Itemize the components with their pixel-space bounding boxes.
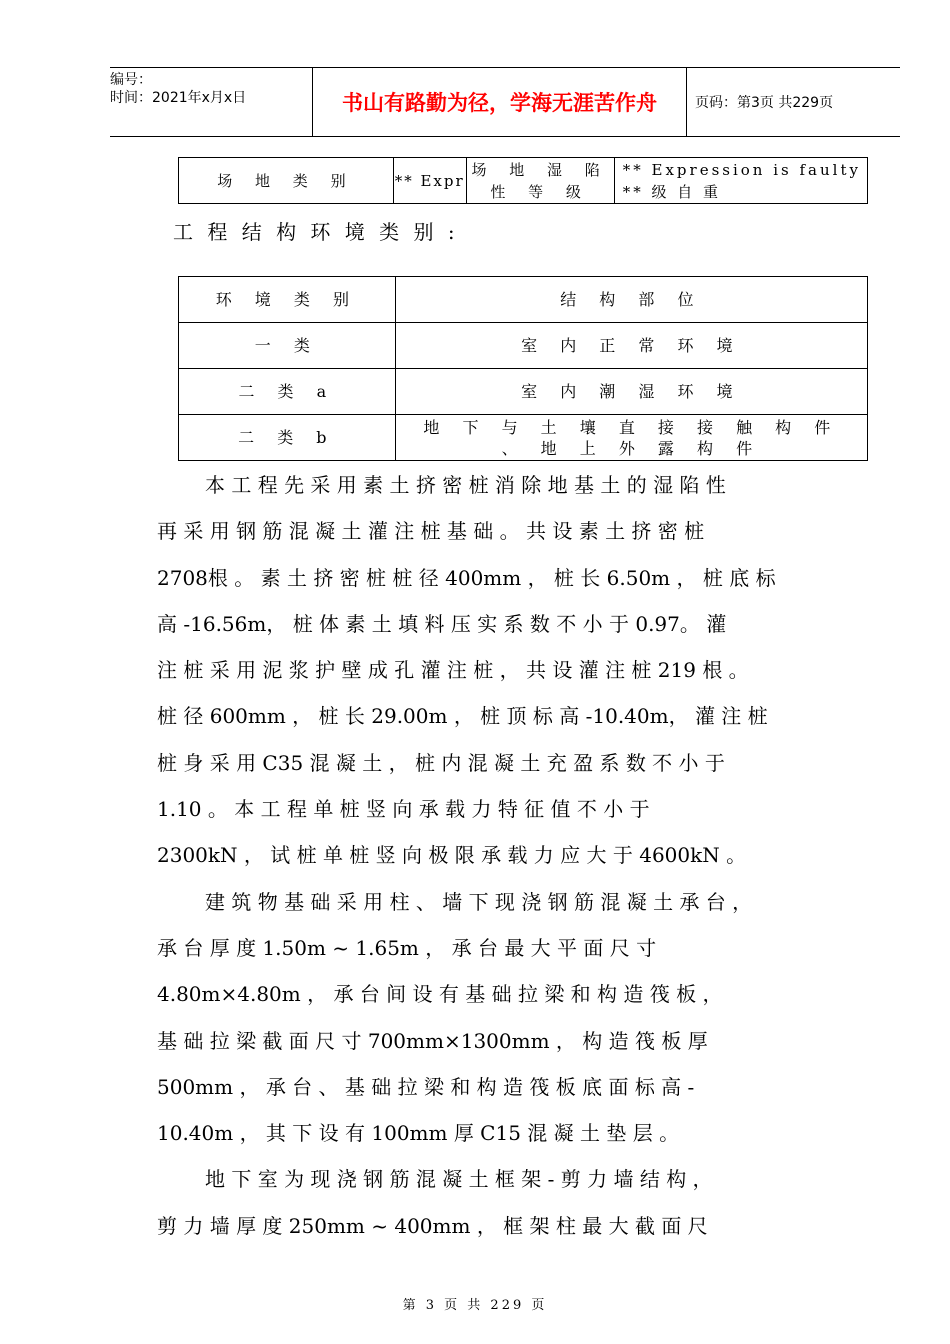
- page-footer: 第 3 页 共 229 页: [402, 1298, 548, 1313]
- text-line: 桩 径 600mm ， 桩 长 29.00m ， 桩 顶 标 高 -10.40m， 灌 注 桩: [157, 704, 768, 729]
- header-meta: [110, 68, 312, 136]
- text-line: 4.80m×4.80m ， 承 台 间 设 有 基 础 拉 梁 和 构 造 筏 板 ，: [157, 982, 723, 1007]
- table-row: [179, 415, 868, 461]
- paragraph-pile-foundation: [157, 462, 857, 1249]
- text-line: 1.10 。 本 工 程 单 桩 竖 向 承 载 力 特 征 值 不 小 于: [157, 797, 650, 822]
- text-line: 基 础 拉 梁 截 面 尺 寸 700mm×1300mm ， 构 造 筏 板 厚: [157, 1028, 708, 1053]
- text-line: 建 筑 物 基 础 采 用 柱 、 墙 下 现 浇 钢 筋 混 凝 土 承 台 ，: [205, 889, 753, 914]
- text-line: 2708根 。 素 土 挤 密 桩 桩 径 400mm ， 桩 长 6.50m ， 桩 底 标: [157, 565, 776, 590]
- table-cell: 一 类: [179, 323, 396, 369]
- text-line: 桩 身 采 用 C35 混 凝 土 ， 桩 内 混 凝 土 充 盈 系 数 不 小 于: [157, 750, 725, 775]
- text-line: 10.40m ， 其 下 设 有 100mm 厚 C15 混 凝 土 垫 层 。: [157, 1121, 680, 1146]
- time-label: 时间：2021年x月x日: [110, 90, 247, 106]
- table-cell: ** Expression is faulty ** 级 自 重: [614, 158, 867, 204]
- text-line: 剪 力 墙 厚 度 250mm ~ 400mm ， 框 架 柱 最 大 截 面 尺: [157, 1213, 708, 1238]
- text-line: 再 采 用 钢 筋 混 凝 土 灌 注 桩 基 础 。 共 设 素 土 挤 密 桩: [157, 519, 705, 544]
- header-motto: 书山有路勤为径，学海无涯苦作舟: [312, 68, 687, 136]
- section-title: 工 程 结 构 环 境 类 别 :: [173, 220, 459, 244]
- environment-category-table: [178, 276, 868, 461]
- table-cell: 地 下 与 土 壤 直 接 接 触 构 件 、 地 上 外 露 构 件: [395, 415, 867, 461]
- text-line: 2300kN ， 试 桩 单 桩 竖 向 极 限 承 载 力 应 大 于 4600kN 。: [157, 843, 747, 868]
- page-header: [110, 67, 900, 137]
- table-row: [179, 369, 868, 415]
- text-line: 500mm ， 承 台 、 基 础 拉 梁 和 构 造 筏 板 底 面 标 高 -: [157, 1074, 695, 1099]
- table-header-cell: 结 构 部 位: [395, 277, 867, 323]
- table-cell: 室 内 潮 湿 环 境: [395, 369, 867, 415]
- table-cell: 二 类 a: [179, 369, 396, 415]
- text-line: 本 工 程 先 采 用 素 土 挤 密 桩 消 除 地 基 土 的 湿 陷 性: [205, 473, 726, 497]
- site-category-table: [178, 157, 868, 204]
- table-row: [179, 323, 868, 369]
- table-cell: 二 类 b: [179, 415, 396, 461]
- text-line: 承 台 厚 度 1.50m ~ 1.65m ， 承 台 最 大 平 面 尺 寸: [157, 935, 657, 960]
- table-header-row: [179, 277, 868, 323]
- table-cell: 场 地 湿 陷 性 等 级: [466, 158, 614, 204]
- table-cell: 室 内 正 常 环 境: [395, 323, 867, 369]
- number-label: 编号：: [110, 72, 152, 88]
- table-cell: 场 地 类 别: [179, 158, 394, 204]
- text-line: 注 桩 采 用 泥 浆 护 壁 成 孔 灌 注 桩 ， 共 设 灌 注 桩 219 根 。: [157, 658, 749, 683]
- text-line: 高 -16.56m， 桩 体 素 土 填 料 压 实 系 数 不 小 于 0.97。 灌: [157, 611, 727, 636]
- table-row: [179, 158, 868, 204]
- text-line: 地 下 室 为 现 浇 钢 筋 混 凝 土 框 架 - 剪 力 墙 结 构 ，: [205, 1167, 713, 1192]
- table-header-cell: 环 境 类 别: [179, 277, 396, 323]
- header-page-label: 页码：第3页 共229页: [695, 95, 834, 111]
- table-cell: ** Expr: [393, 158, 466, 204]
